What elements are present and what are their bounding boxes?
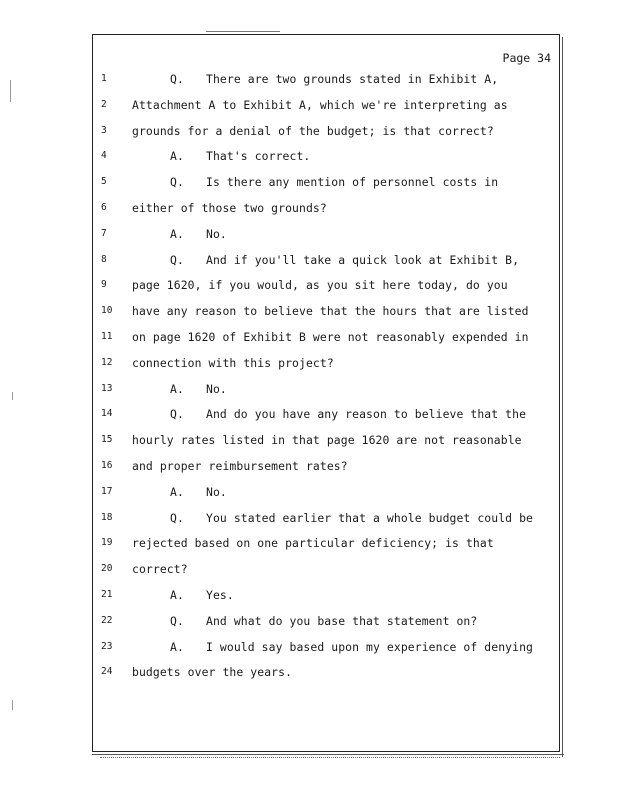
speaker-label: A. [170, 381, 184, 396]
line-text: page 1620, if you would, as you sit here today, do you [132, 278, 508, 293]
line-number: 19 [101, 537, 113, 549]
bottom-rule [92, 754, 564, 755]
speaker-label: Q. [170, 252, 184, 267]
transcript-line [132, 330, 529, 344]
line-number: 15 [101, 434, 113, 446]
speaker-label: Q. [170, 72, 184, 86]
line-number: 8 [101, 253, 107, 265]
line-text: correct? [132, 562, 188, 577]
transcript-line [132, 511, 533, 525]
transcript-line [132, 304, 529, 318]
line-text: budgets over the years. [132, 665, 293, 680]
speaker-label: A. [170, 226, 184, 241]
scan-mark-left [12, 392, 13, 400]
line-text: grounds for a denial of the budget; is that correct? [132, 123, 494, 138]
scan-mark-left [12, 700, 13, 710]
line-number: 14 [101, 408, 113, 420]
transcript-line [132, 278, 508, 292]
transcript-line [132, 356, 334, 370]
line-text: on page 1620 of Exhibit B were not reasonably expended in [132, 330, 529, 344]
line-number: 3 [101, 124, 107, 136]
line-text: either of those two grounds? [132, 201, 327, 215]
line-number: 24 [101, 666, 113, 678]
transcript-line [132, 485, 227, 499]
transcript-line [132, 407, 526, 421]
transcript-line [132, 149, 310, 163]
line-text: No. [206, 484, 227, 499]
scan-mark-left [10, 80, 11, 102]
line-text: I would say based upon my experience of denying [206, 639, 534, 654]
line-number: 23 [101, 640, 113, 652]
transcript-line [132, 459, 348, 473]
line-number: 2 [101, 98, 107, 110]
speaker-label: A. [170, 639, 184, 654]
line-number: 12 [101, 356, 113, 368]
page-number: Page 34 [502, 51, 551, 65]
line-number: 21 [101, 589, 113, 600]
line-number: 6 [101, 202, 107, 213]
line-text: have any reason to believe that the hours that are listed [132, 304, 529, 319]
line-number: 22 [101, 614, 113, 626]
line-number: 16 [101, 460, 113, 471]
transcript-line [132, 536, 494, 550]
speaker-label: Q. [170, 613, 184, 628]
line-number: 4 [101, 150, 107, 162]
line-number: 9 [101, 279, 107, 291]
transcript-line [132, 614, 477, 628]
line-text: There are two grounds stated in Exhibit A, [206, 72, 499, 86]
line-text: That's correct. [206, 149, 311, 164]
transcript-line [132, 72, 498, 86]
line-number: 7 [101, 227, 107, 239]
line-number: 13 [101, 382, 113, 394]
speaker-label: A. [170, 149, 184, 164]
line-number: 18 [101, 511, 113, 523]
transcript-line [132, 382, 227, 396]
line-text: No. [206, 226, 227, 241]
transcript-line [132, 201, 327, 215]
speaker-label: A. [170, 484, 184, 499]
transcript-line [132, 124, 494, 138]
line-text: No. [206, 381, 227, 396]
speaker-label: A. [170, 588, 184, 602]
line-text: You stated earlier that a whole budget could be [206, 510, 534, 525]
transcript-line [132, 665, 292, 679]
line-text: rejected based on one particular deficiency; is that [132, 536, 494, 551]
transcript-line [132, 588, 234, 602]
line-number: 11 [101, 331, 113, 342]
transcript-line [132, 175, 498, 189]
line-number: 17 [101, 485, 113, 497]
transcript-line [132, 227, 227, 241]
line-text: Attachment A to Exhibit A, which we're interpreting as [132, 97, 508, 112]
line-number: 20 [101, 563, 113, 575]
transcript-line [132, 433, 522, 447]
speaker-label: Q. [170, 510, 184, 525]
line-number: 1 [101, 73, 107, 84]
line-text: connection with this project? [132, 355, 334, 370]
line-text: Is there any mention of personnel costs in [206, 175, 499, 190]
line-text: And if you'll take a quick look at Exhibit B, [206, 252, 520, 267]
transcript-line [132, 253, 519, 267]
scan-mark-top [206, 31, 280, 32]
line-text: and proper reimbursement rates? [132, 459, 348, 473]
line-text: hourly rates listed in that page 1620 are not reasonable [132, 433, 522, 448]
transcript-line [132, 562, 188, 576]
bottom-dotted-rule [100, 757, 560, 759]
speaker-label: Q. [170, 175, 184, 190]
line-number: 10 [101, 305, 113, 317]
line-text: Yes. [206, 588, 234, 602]
transcript-line [132, 98, 508, 112]
speaker-label: Q. [170, 407, 184, 422]
line-number: 5 [101, 176, 107, 188]
transcript-line [132, 640, 533, 654]
line-text: And what do you base that statement on? [206, 613, 478, 628]
line-text: And do you have any reason to believe that the [206, 407, 527, 422]
